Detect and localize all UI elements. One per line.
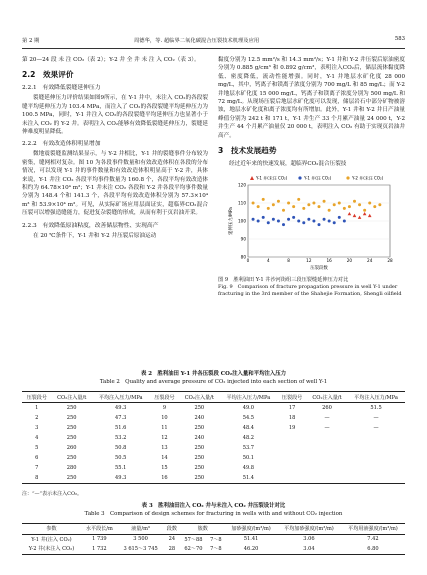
table-2-row bbox=[22, 413, 405, 423]
data-point bbox=[342, 220, 345, 223]
table-2-cell: 8 bbox=[22, 473, 52, 484]
data-point bbox=[378, 204, 381, 207]
running-header bbox=[22, 36, 405, 46]
data-point bbox=[307, 218, 310, 221]
data-point bbox=[276, 200, 279, 203]
table-2-cell: 260 bbox=[322, 405, 332, 411]
data-point bbox=[271, 218, 274, 221]
data-point bbox=[302, 222, 305, 225]
data-point bbox=[352, 214, 356, 217]
table-3-cell: 3.06 bbox=[303, 536, 315, 543]
table-2-cell: 55.1 bbox=[115, 465, 127, 471]
data-point bbox=[358, 204, 361, 207]
table-2-header-cell: 压裂段号 bbox=[277, 392, 307, 403]
legend-label: Y-1 井(注 CO₂) bbox=[303, 176, 331, 182]
table-2-cell bbox=[277, 453, 307, 463]
table-2-cell: 250 bbox=[66, 425, 77, 431]
figure-9-caption-en: Fig. 9 Comparison of fracture propagation pressure in well Y-1 under fracturing in the 3rd member of the Shahejie Formation, Shengli oilfield bbox=[218, 284, 402, 298]
data-point bbox=[312, 202, 315, 205]
table-3-cell: 28 bbox=[163, 544, 180, 554]
subsection-heading-2-2-2: 2.2.2 有效改造体积明显增加 bbox=[22, 141, 101, 148]
x-tick-label: 16 bbox=[325, 258, 332, 264]
section-heading-3: 3 技术发展趋势 bbox=[218, 146, 277, 156]
table-2-header-cell: CO₂注入量/t bbox=[52, 392, 92, 403]
table-2-cell: 48.2 bbox=[242, 435, 255, 441]
table-2-title-zh: 表 2 胜利油田 Y-1 井各压裂段 CO₂注入量和平均注入压力 bbox=[140, 371, 287, 377]
subsection-heading-2-2-3: 2.2.3 有效降低原油粘度，改善储层物性、实现高产 bbox=[22, 222, 159, 229]
table-2-cell: 4 bbox=[35, 435, 39, 441]
table-2-header-cell: 平均注入压力/MPa bbox=[92, 392, 150, 403]
table-3-cell: 3 500 bbox=[133, 536, 148, 543]
table-2-cell: 6 bbox=[35, 455, 39, 461]
data-point bbox=[256, 220, 259, 223]
x-tick-label: 12 bbox=[305, 258, 312, 264]
data-point bbox=[276, 220, 279, 223]
table-2-cell bbox=[307, 443, 347, 453]
legend-marker bbox=[298, 177, 301, 180]
table-2-cell: 9 bbox=[162, 405, 167, 411]
table-3-cell: 3.04 bbox=[277, 544, 341, 554]
table-2-row bbox=[22, 453, 405, 463]
data-point bbox=[307, 204, 310, 207]
table-3-cell: 51.41 bbox=[243, 536, 259, 543]
table-3-header-cell: 水平段长/m bbox=[81, 524, 118, 535]
table-2-cell: 49.0 bbox=[242, 405, 255, 411]
table-2-cell: 49.3 bbox=[92, 473, 150, 484]
table-3-cell: 1 732 bbox=[81, 544, 118, 554]
table-2-cell bbox=[307, 463, 347, 473]
table-2-cell: 250 bbox=[179, 473, 219, 484]
x-tick-label: 8 bbox=[286, 258, 290, 264]
right-paragraph-2: 经过近年来的快速发展，超临界CO₂混合压裂技 bbox=[229, 161, 347, 168]
x-axis-label: 压裂段数 bbox=[309, 266, 328, 272]
table-2-cell bbox=[347, 433, 405, 443]
table-3-caption bbox=[22, 503, 405, 518]
table-2-note: 注：“—”表示未注入CO₂。 bbox=[22, 491, 83, 497]
table-2-cell: 250 bbox=[52, 473, 92, 484]
table-2-cell bbox=[347, 473, 405, 484]
table-3-cell: 62～70 bbox=[180, 544, 206, 554]
table-2-cell: 53.7 bbox=[242, 445, 255, 451]
table-2-cell: 3 bbox=[35, 425, 39, 431]
table-3-cell: 1 739 bbox=[92, 536, 107, 543]
table-2-cell: 250 bbox=[194, 445, 205, 451]
table-3-cell: 7.42 bbox=[367, 536, 379, 543]
table-2-cell: 14 bbox=[161, 455, 168, 461]
table-2-row bbox=[22, 403, 405, 414]
table-3-cell: 57～88 bbox=[184, 536, 203, 543]
data-point bbox=[302, 207, 305, 210]
table-2-cell: — bbox=[373, 415, 379, 421]
data-point bbox=[287, 218, 290, 221]
figure-9-plot bbox=[228, 171, 396, 275]
data-point bbox=[297, 198, 300, 201]
data-point bbox=[362, 212, 366, 215]
y-tick-label: 90 bbox=[240, 236, 246, 242]
data-point bbox=[327, 220, 330, 223]
table-2-cell: 1 bbox=[35, 405, 39, 411]
table-2-row bbox=[22, 433, 405, 443]
y-axis-label: 延伸压力/MPa bbox=[228, 207, 234, 236]
table-2-cell: — bbox=[324, 425, 330, 431]
header-rule bbox=[22, 48, 405, 49]
data-point bbox=[251, 218, 254, 221]
table-2-cell: 17 bbox=[288, 405, 296, 411]
data-point bbox=[271, 204, 274, 207]
y-tick-label: 110 bbox=[237, 200, 246, 206]
table-2-title-en: Table 2 Quality and average pressure of CO₂ injected into each section of well Y-1 bbox=[99, 378, 328, 385]
figure-9 bbox=[228, 171, 396, 275]
legend-marker bbox=[346, 177, 349, 180]
data-point bbox=[357, 216, 361, 219]
x-tick-label: 0 bbox=[246, 258, 249, 264]
table-2-row bbox=[22, 473, 405, 484]
table-2-cell bbox=[277, 433, 307, 443]
table-3-header-cell: 液量/m³ bbox=[118, 524, 164, 535]
data-point bbox=[367, 214, 371, 217]
data-point bbox=[317, 206, 320, 209]
table-3-header-cell: 参数 bbox=[22, 524, 81, 535]
figure-9-caption bbox=[218, 277, 405, 298]
table-2-cell: 15 bbox=[161, 465, 168, 471]
table-2-cell: 49.3 bbox=[115, 405, 127, 411]
data-point bbox=[332, 222, 335, 225]
table-2-cell bbox=[347, 453, 405, 463]
table-2-cell: — bbox=[373, 425, 379, 431]
data-point bbox=[292, 206, 295, 209]
table-2-cell: 250 bbox=[66, 405, 77, 411]
legend-label: Y-2 井(未注 CO₂) bbox=[351, 176, 383, 182]
table-2-cell: 51.5 bbox=[370, 405, 382, 411]
table-2-cell: 16 bbox=[150, 473, 180, 484]
x-tick-label: 24 bbox=[366, 258, 372, 264]
table-2-header-cell: 平均注入压力/MPa bbox=[219, 392, 277, 403]
data-point bbox=[317, 224, 320, 227]
x-tick-label: 20 bbox=[346, 258, 352, 264]
table-3-row bbox=[22, 544, 405, 554]
data-point bbox=[282, 209, 285, 212]
intro-paragraph: 第 20—24 段 未 注 CO₂（表 2）；Y-2 井 全 井 未 注 入 CO₂（表 3）。 bbox=[22, 57, 200, 63]
table-2-cell: 19 bbox=[288, 425, 296, 431]
table-3-title-zh: 表 3 胜利油田注入 CO₂ 井与未注入 CO₂ 井压裂设计对比 bbox=[141, 503, 286, 509]
data-point bbox=[287, 202, 290, 205]
table-2-cell: 250 bbox=[194, 405, 205, 411]
section-heading-2-2: 2.2 效果评价 bbox=[22, 70, 74, 80]
data-point bbox=[282, 224, 285, 227]
table-2-cell: 250 bbox=[194, 455, 205, 461]
table-3-header-cell: 段数 bbox=[163, 524, 180, 535]
paragraph-2-2-3: 在 20 ℃条件下，Y-1 井和 Y-2 井压裂后原油运动 bbox=[33, 232, 157, 239]
table-2-header-cell: CO₂注入量/t bbox=[179, 392, 219, 403]
table-2-cell bbox=[307, 453, 347, 463]
table-2-cell: 10 bbox=[161, 415, 168, 421]
table-2-cell bbox=[277, 473, 307, 484]
table-2-cell: 50.8 bbox=[115, 445, 127, 451]
table-2-cell: 54.5 bbox=[242, 415, 255, 421]
table-2-cell: 7 bbox=[35, 465, 39, 471]
y-tick-label: 120 bbox=[237, 182, 246, 188]
table-2-cell: 250 bbox=[66, 435, 77, 441]
table-3-row bbox=[22, 534, 405, 544]
data-point bbox=[322, 218, 325, 221]
table-3-cell: Y-1 井(注入 CO₂) bbox=[31, 536, 72, 543]
table-2-cell: 48.4 bbox=[242, 425, 255, 431]
table-2-cell: 51.6 bbox=[115, 425, 127, 431]
page-number: 583 bbox=[394, 36, 405, 42]
table-2-cell: 250 bbox=[194, 465, 205, 471]
left-column bbox=[22, 56, 208, 240]
table-2-header-cell: 压裂段号 bbox=[150, 392, 180, 403]
table-3-cell: 24 bbox=[168, 536, 176, 543]
table-2-cell: 13 bbox=[161, 445, 168, 451]
data-point bbox=[266, 207, 269, 210]
paragraph-2-2-2: 微地震裂缝监测结果显示，与 Y-2 井相比，Y-1 井的裂缝事件分布较为密集，缝网相对复杂。图 10 为各段事件数量和有效改造体积在各段的分布情况，可以发现 Y-1 井的事件数量和有效改造体积明显高于 Y-2 井，具体来说，Y-1 井注 CO₂ 各段平均事件数量为 160.8 个，各段平均有效改造体积约为 64.78×10⁴ m³；Y-1 井未注 CO₂ 各段和 Y-2 井各段平均事件数量分别为 148.4 个和 141.3 个，各段平均有效改造体积分别为 57.3×10⁴ m³ 和 53.9×10⁴ m³。可见，从实际矿场应用层面证实，超临界CO₂混合压裂可以增强造缝能力，促进复杂裂缝的形成，从而有利于页岩油开采。 bbox=[22, 151, 208, 217]
right-paragraph-1: 黏度分别为 12.5 mm²/s 和 14.3 mm²/s；Y-1 井和 Y-2 井压裂后原油密度分别为 0.885 g/cm³ 和 0.892 g/cm³，表明注入CO₂后，储层流体黏度降低、密度降低，流动性能增强。同时，Y-1 井地层水矿化度 28 000 mg/L，其中，钙离子和镁离子浓度分别为 700 mg/L 和 85 mg/L；而 Y-2 井地层水矿化度 15 000 mg/L，钙离子和镁离子浓度分别为 500 mg/L 和 72 mg/L。从现场压裂后地层水矿化度可以发现，储层岩石中部分矿物被溶蚀，地层水矿化度和离子浓度均有所增加。此外，Y-1 井和 Y-2 井日产油量峰值分别为 242 t 和 171 t，Y-1 井生产 33 个月累产油量 24 000 t，Y-2 井生产 44 个月累产油量仅 20 000 t，表明注入 CO₂ 有助于实现页岩油井高产。 bbox=[218, 57, 405, 139]
table-2-cell: 250 bbox=[194, 425, 205, 431]
legend-marker bbox=[250, 176, 254, 180]
legend-label: Y-1 井(未注 CO₂) bbox=[255, 176, 287, 182]
table-2-row bbox=[22, 463, 405, 473]
table-2-cell: 50.1 bbox=[242, 455, 255, 461]
data-point bbox=[368, 202, 371, 205]
table-2-cell: 18 bbox=[288, 415, 296, 421]
data-point bbox=[322, 200, 325, 203]
table-3-cell: 7～8 bbox=[210, 536, 222, 543]
table-3-cell: Y-2 井(未注入 CO₂) bbox=[22, 544, 81, 554]
table-2-caption bbox=[22, 371, 405, 386]
running-title: 周德华，等. 超临界二氧化碳混合压裂技术机理及应用 bbox=[134, 38, 260, 44]
table-3-header-cell: 平均用液强度/(m³/m) bbox=[341, 524, 405, 535]
data-point bbox=[363, 209, 366, 212]
data-point bbox=[332, 204, 335, 207]
table-3-cell: 6.80 bbox=[341, 544, 405, 554]
table-2-header-cell: CO₂注入量/t bbox=[307, 392, 347, 403]
data-point bbox=[256, 206, 259, 209]
data-point bbox=[292, 216, 295, 219]
figure-9-caption-zh: 图 9 胜利油田 Y-1 井沙河街组三段压裂缝延伸压力对比 bbox=[218, 277, 349, 284]
table-2-cell: 2 bbox=[35, 415, 39, 421]
data-point bbox=[337, 202, 340, 205]
table-2-row bbox=[22, 443, 405, 453]
table-2-cell: 11 bbox=[161, 425, 168, 431]
table-3-cell: 7～8 bbox=[207, 544, 226, 554]
data-point bbox=[347, 206, 350, 209]
data-point bbox=[261, 216, 264, 219]
issue-label: 第 2 期 bbox=[22, 38, 40, 44]
paragraph-2-2-1: 裂缝延伸压力评价结果如图9所示，在 Y-1 井中，未注入 CO₂的各段裂缝平均延伸压力为 103.4 MPa，而注入了 CO₂的各段裂缝平均延伸压力为 100.5 MPa，同时，Y-1 井注入 CO₂的各段裂缝平均延伸压力也显著小于未注入 CO₂ 的 Y-2 井。表明注入 CO₂能够有效降低裂缝延伸压力，裂缝延伸难度明显降低。 bbox=[22, 95, 208, 136]
table-2-cell: 47.3 bbox=[115, 415, 127, 421]
table-3-cell: 3 615～3 745 bbox=[118, 544, 164, 554]
data-point bbox=[342, 207, 345, 210]
table-2-header-cell: 压裂段号 bbox=[22, 392, 52, 403]
table-2-row bbox=[22, 423, 405, 433]
table-2-cell: 250 bbox=[66, 415, 77, 421]
data-point bbox=[266, 222, 269, 225]
table-3-header-cell: 平均加砂强度/(m³/m) bbox=[277, 524, 341, 535]
table-2-cell: 53.2 bbox=[115, 435, 127, 441]
table-2-cell: 51.4 bbox=[219, 473, 277, 484]
table-2-cell: 240 bbox=[194, 415, 205, 421]
table-2-cell: 240 bbox=[194, 435, 205, 441]
table-3-title-en: Table 3 Comparison of design schemes for fracturing in wells with and without CO₂ injection bbox=[84, 510, 343, 517]
table-2-cell: 50.5 bbox=[115, 455, 127, 461]
table-3-header-cell: 加砂强度/(m³/m) bbox=[225, 524, 277, 535]
data-point bbox=[373, 206, 376, 209]
table-3-header-cell: 簇数 bbox=[180, 524, 225, 535]
subsection-heading-2-2-1: 2.2.1 有效降低裂缝延伸压力 bbox=[22, 85, 101, 92]
table-2-cell: 250 bbox=[66, 455, 77, 461]
table-2-cell bbox=[307, 473, 347, 484]
data-point bbox=[312, 220, 315, 223]
table-2-cell bbox=[307, 433, 347, 443]
table-2-cell bbox=[347, 463, 405, 473]
data-point bbox=[353, 200, 356, 203]
x-tick-label: 28 bbox=[386, 258, 393, 264]
table-2-cell: 280 bbox=[66, 465, 77, 471]
table-2-cell: 12 bbox=[161, 435, 168, 441]
data-point bbox=[251, 202, 254, 205]
table-2-cell: 5 bbox=[35, 445, 39, 451]
table-2-cell: 260 bbox=[66, 445, 77, 451]
table-3 bbox=[22, 523, 405, 555]
right-column bbox=[218, 56, 405, 298]
table-2-cell: — bbox=[324, 415, 330, 421]
data-point bbox=[261, 198, 264, 201]
table-3-cell: 46.20 bbox=[225, 544, 277, 554]
data-point bbox=[337, 216, 340, 219]
y-tick-label: 80 bbox=[240, 254, 246, 260]
table-2-cell bbox=[277, 463, 307, 473]
data-point bbox=[297, 220, 300, 223]
y-tick-label: 100 bbox=[237, 218, 246, 224]
table-2-cell bbox=[277, 443, 307, 453]
data-point bbox=[327, 209, 330, 212]
table-2-header-cell: 平均注入压力/MPa bbox=[347, 392, 405, 403]
data-point bbox=[347, 212, 351, 215]
table-2-cell bbox=[347, 443, 405, 453]
x-tick-label: 4 bbox=[266, 258, 270, 264]
table-2-cell: 49.8 bbox=[242, 465, 255, 471]
table-2 bbox=[22, 391, 405, 484]
